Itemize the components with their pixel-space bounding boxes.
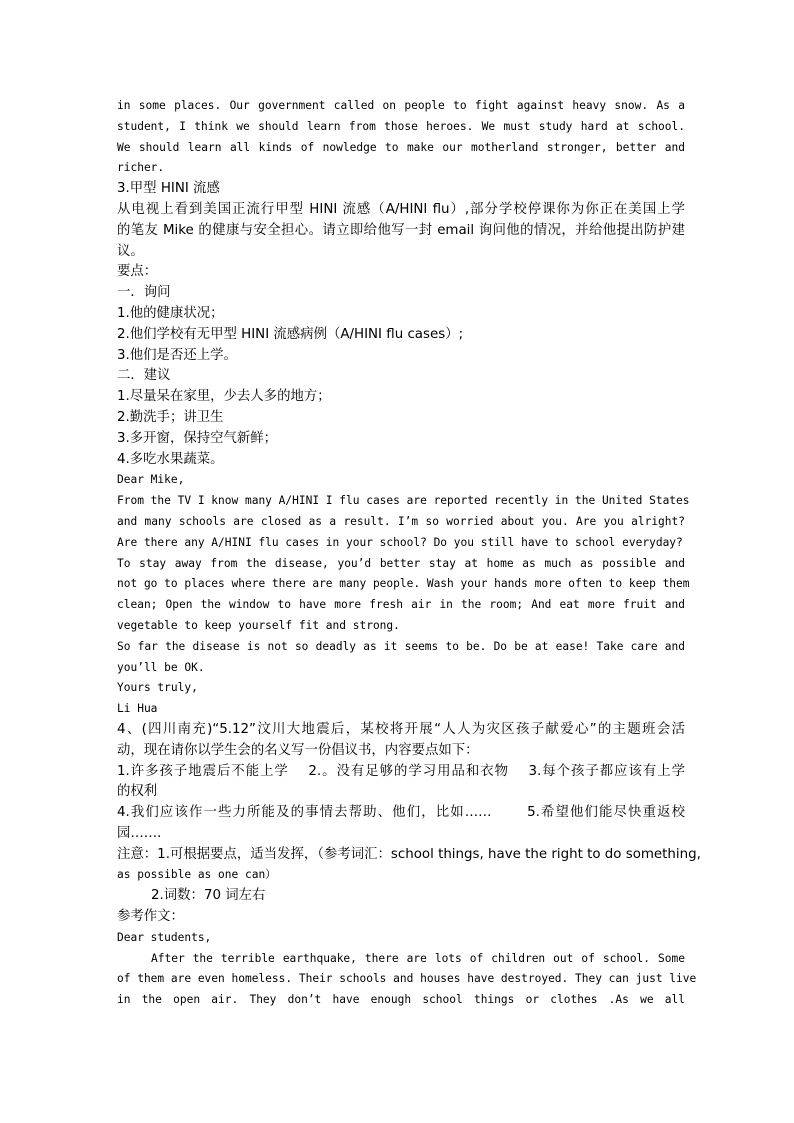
text-line: richer. — [117, 161, 165, 175]
text-line: 的权利 — [117, 784, 158, 800]
text-line: 3.甲型 HINI 流感 — [117, 181, 220, 197]
text-line: 2.勤洗手；讲卫生 — [117, 409, 224, 425]
text-line: 园……． — [117, 825, 171, 841]
text-line: 从电视上看到美国正流行甲型 HINI 流感（A/HINI flu）,部分学校停课你为你正在美国上学 — [117, 201, 685, 217]
text-line: 1.许多孩子地震后不能上学 2.。没有足够的学习用品和衣物 3.每个孩子都应该有上学 — [117, 763, 685, 779]
text-line: We should learn all kinds of nowledge to make our motherland stronger, better and — [117, 140, 685, 154]
text-line: as possible as one can） — [117, 868, 277, 882]
text-line: Dear Mike, — [117, 473, 185, 487]
text-line: 1.他的健康状况； — [117, 305, 224, 321]
text-line: in some places. Our government called on people to fight against heavy snow. As a — [117, 99, 685, 112]
text-line: 参考作文： — [117, 909, 184, 925]
text-line: Yours truly, — [117, 681, 198, 695]
text-line: and many schools are closed as a result. I’m so worried about you. Are you alright? — [117, 514, 685, 528]
text-line: 2.词数：70 词左右 — [151, 888, 266, 904]
text-line: 动，现在请你以学生会的名义写一份倡议书，内容要点如下： — [117, 742, 479, 758]
text-line: After the terrible earthquake, there are lots of children out of school. Some — [151, 951, 685, 965]
text-line: 1.尽量呆在家里，少去人多的地方； — [117, 389, 331, 405]
text-line: Li Hua — [117, 702, 158, 716]
text-line: vegetable to keep yourself fit and strong. — [117, 618, 400, 632]
text-line: 议。 — [117, 243, 144, 259]
text-line: 3.他们是否还上学。 — [117, 347, 237, 363]
text-line: 注意：1.可根据要点，适当发挥，（参考词汇：school things, have the right to do something, — [117, 846, 701, 862]
text-line: 3.多开窗，保持空气新鲜； — [117, 430, 278, 446]
text-line: 4.我们应该作一些力所能及的事情去帮助、他们，比如…… 5.希望他们能尽快重返校 — [117, 805, 685, 821]
text-line: student, I think we should learn from those heroes. We must study hard at school. — [117, 119, 685, 133]
text-line: To stay away from the disease, you’d better stay at home as much as possible and — [117, 556, 685, 570]
text-line: 4、(四川南充)“5.12”汶川大地震后，某校将开展“人人为灾区孩子献爱心”的主题班会活 — [117, 721, 685, 737]
text-line: not go to places where there are many people. Wash your hands more often to keep them — [117, 577, 690, 591]
document-page — [117, 96, 701, 1011]
text-line: Dear students, — [117, 930, 212, 944]
text-line: in the open air. They don’t have enough school things or clothes .As we all — [117, 993, 685, 1007]
text-line: From the TV I know many A/HINI I flu cases are reported recently in the United States — [117, 494, 690, 508]
text-line: 一．询问 — [117, 285, 171, 301]
text-line: Are there any A/HINI flu cases in your school? Do you still have to school everyday? — [117, 535, 683, 549]
text-line: 要点： — [117, 264, 158, 280]
text-line: 4.多吃水果蔬菜。 — [117, 451, 224, 467]
text-line: you’ll be OK. — [117, 660, 205, 674]
text-line: So far the disease is not so deadly as it seems to be. Do be at ease! Take care and — [117, 639, 685, 653]
text-line: 的笔友 Mike 的健康与安全担心。请立即给他写一封 email 询问他的情况，并给他提出防护建 — [117, 222, 685, 238]
text-line: 二．建议 — [117, 368, 171, 384]
text-line: of them are even homeless. Their schools and houses have destroyed. They can just live — [117, 972, 697, 986]
text-line: clean; Open the window to have more fresh air in the room; And eat more fruit and — [117, 598, 685, 612]
text-line: 2.他们学校有无甲型 HINI 流感病例（A/HINI flu cases）; — [117, 326, 464, 342]
